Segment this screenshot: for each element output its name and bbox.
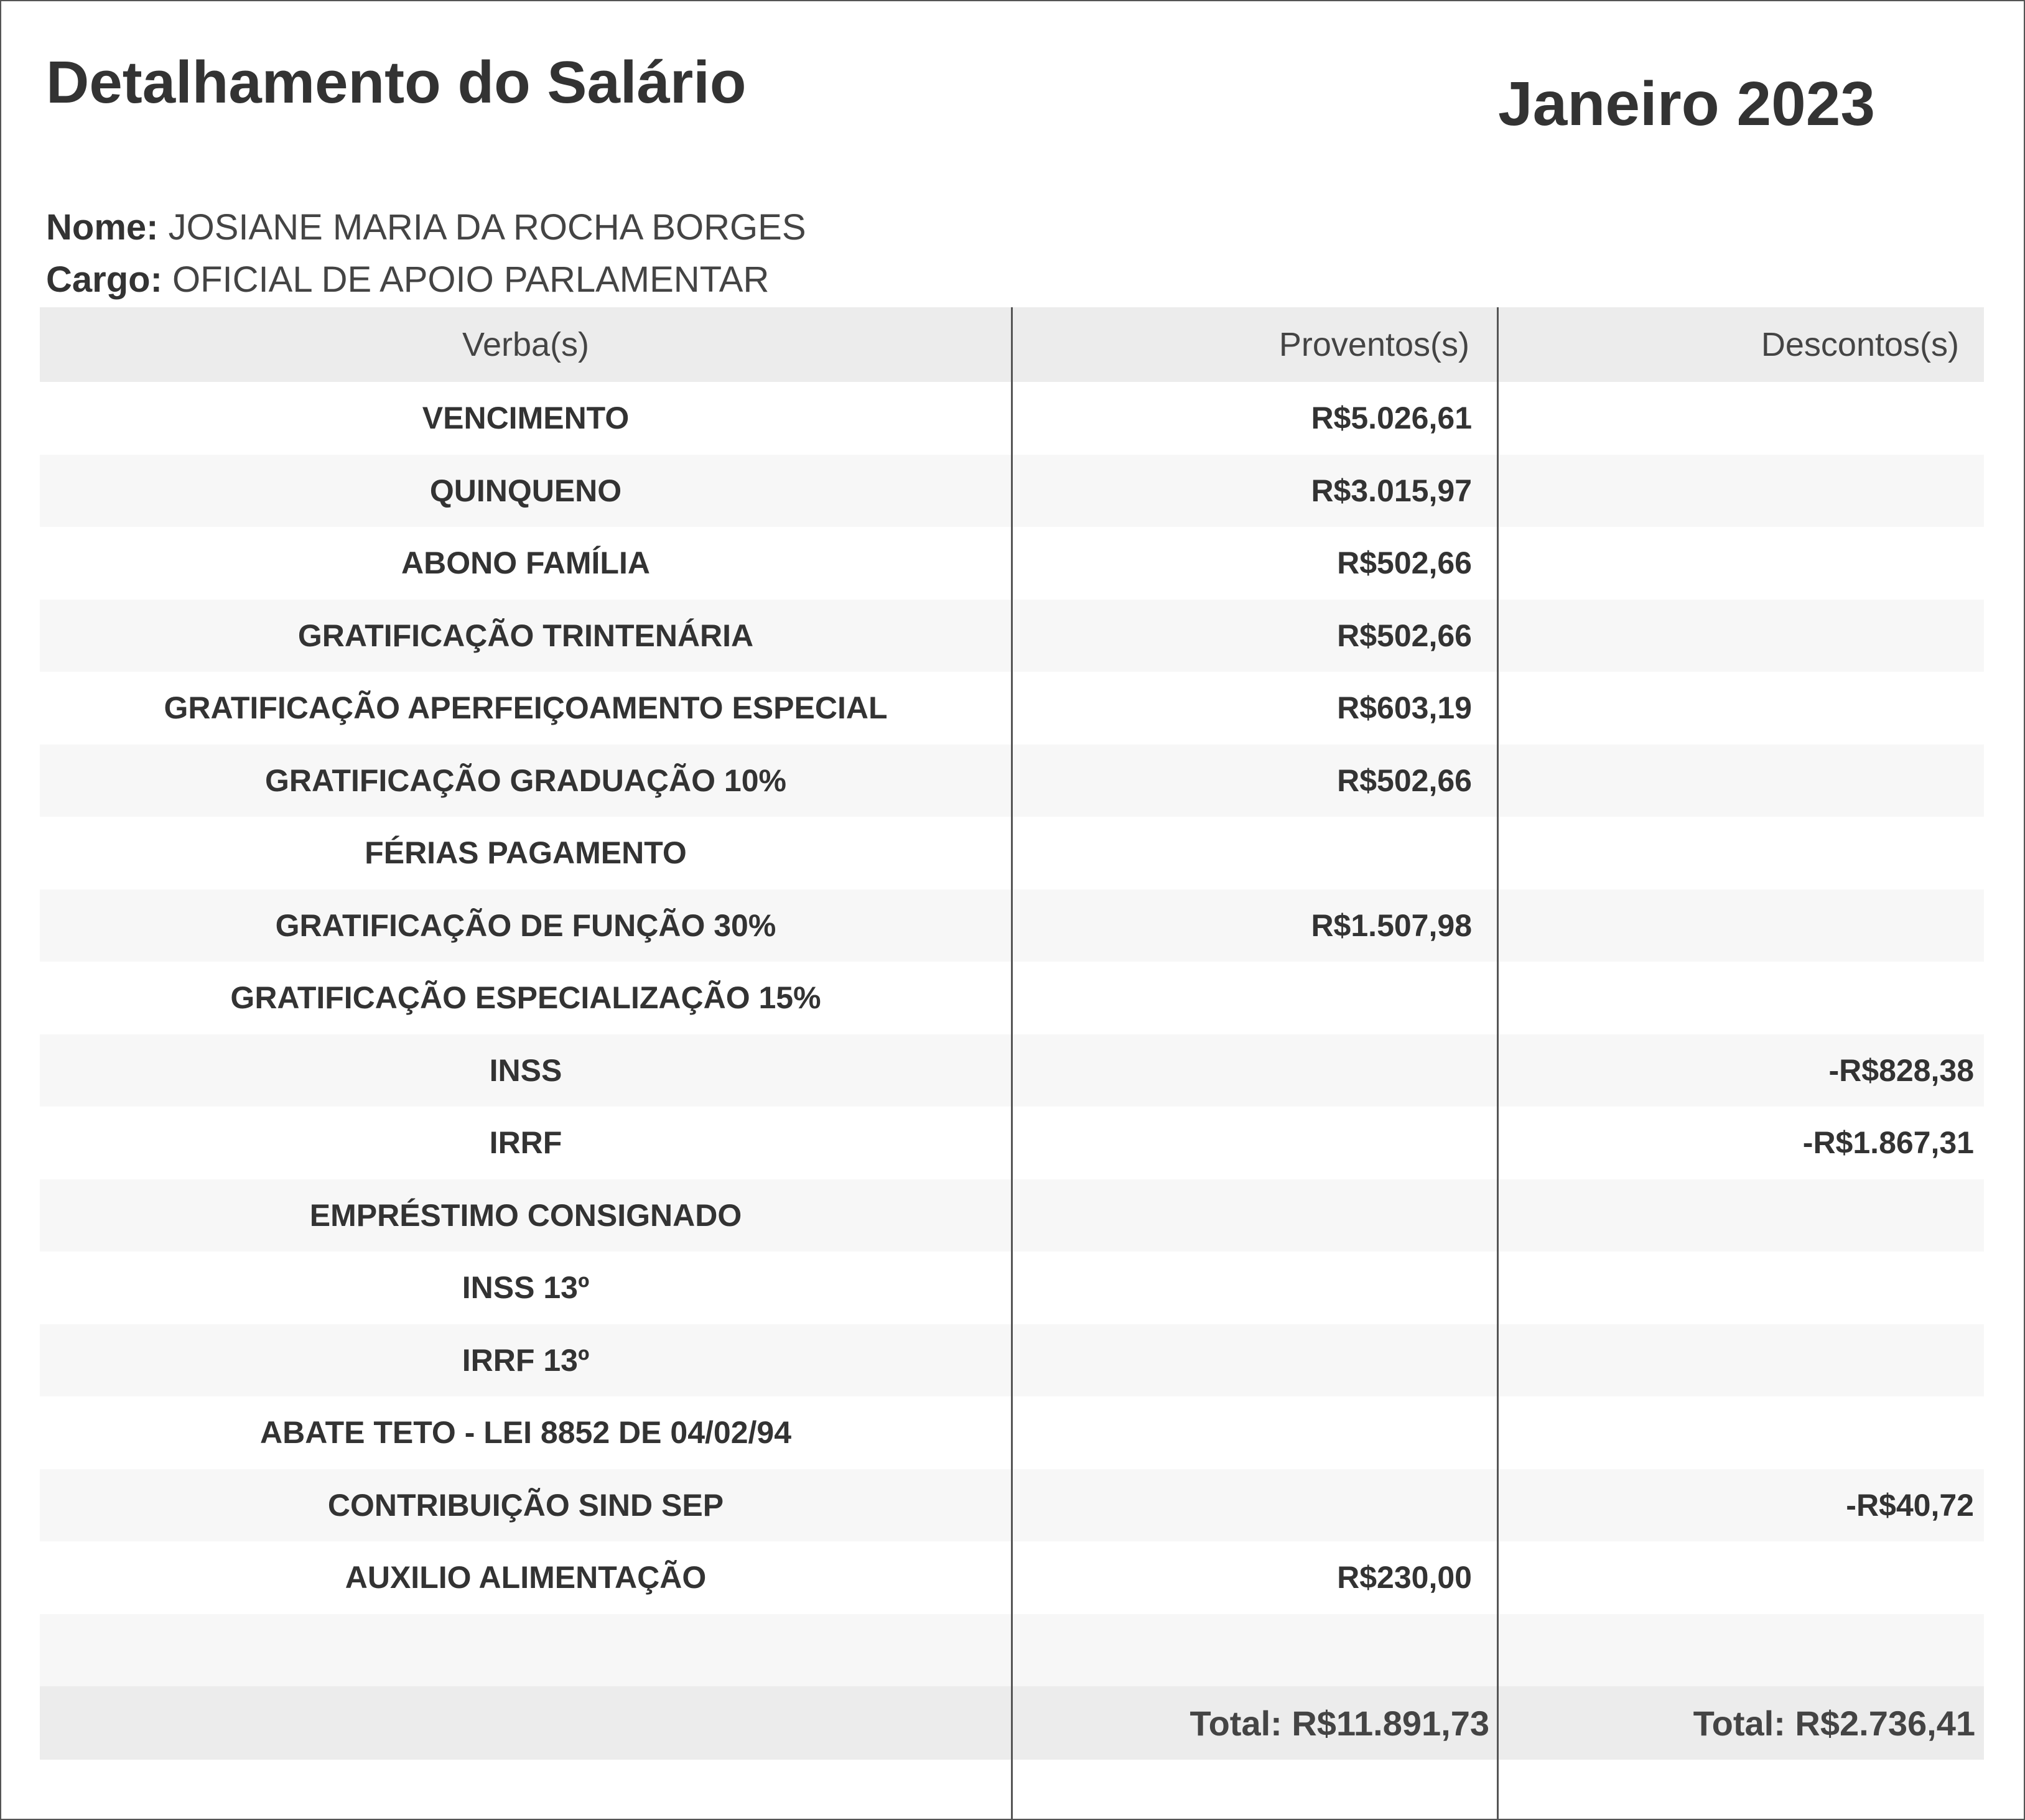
verba-cell: CONTRIBUIÇÃO SIND SEP: [327, 1487, 724, 1523]
page-title: Detalhamento do Salário: [46, 49, 747, 116]
provento-cell: [1012, 1107, 1497, 1179]
desconto-cell: -R$1.867,31: [1802, 1125, 1974, 1161]
provento-cell: [1012, 1179, 1497, 1252]
name-label: Nome:: [46, 207, 159, 248]
verba-cell: IRRF 13º: [462, 1342, 590, 1378]
totals-label-cell: [40, 1686, 1012, 1760]
desconto-cell: [1497, 455, 1984, 527]
desconto-cell: [1497, 1179, 1984, 1252]
provento-cell: [1012, 1034, 1497, 1107]
provento-cell: [1012, 962, 1497, 1034]
provento-cell: R$3.015,97: [1311, 473, 1472, 508]
verba-cell: GRATIFICAÇÃO ESPECIALIZAÇÃO 15%: [230, 980, 821, 1016]
verba-cell: INSS 13º: [462, 1270, 590, 1306]
desconto-cell: [1497, 1396, 1984, 1469]
period-label: Janeiro 2023: [1498, 69, 1875, 139]
provento-cell: [1012, 1396, 1497, 1469]
verba-cell: IRRF: [489, 1125, 562, 1161]
desconto-cell: [1497, 817, 1984, 889]
desconto-cell: [1497, 962, 1984, 1034]
desconto-cell: [1497, 600, 1984, 672]
provento-cell: [1012, 817, 1497, 889]
desconto-cell: -R$828,38: [1828, 1052, 1974, 1088]
name-value: JOSIANE MARIA DA ROCHA BORGES: [168, 207, 806, 248]
desconto-cell: [1497, 1541, 1984, 1614]
role-value: OFICIAL DE APOIO PARLAMENTAR: [172, 259, 770, 300]
verba-cell: [40, 1614, 1012, 1687]
provento-cell: R$5.026,61: [1311, 401, 1472, 436]
provento-cell: R$230,00: [1337, 1560, 1472, 1595]
verba-cell: GRATIFICAÇÃO TRINTENÁRIA: [297, 618, 754, 653]
provento-cell: [1012, 1324, 1497, 1397]
provento-cell: R$502,66: [1337, 618, 1472, 653]
desconto-cell: [1497, 1614, 1984, 1687]
column-header-verba: Verba(s): [462, 326, 590, 363]
column-divider-2: [1497, 307, 1499, 1819]
desconto-cell: [1497, 382, 1984, 455]
column-header-descontos: Descontos(s): [1761, 326, 1959, 363]
verba-cell: EMPRÉSTIMO CONSIGNADO: [309, 1197, 742, 1233]
provento-cell: R$603,19: [1337, 690, 1472, 726]
provento-cell: [1012, 1469, 1497, 1542]
verba-cell: ABATE TETO - LEI 8852 DE 04/02/94: [259, 1415, 792, 1451]
desconto-cell: [1497, 889, 1984, 962]
provento-cell: [1012, 1251, 1497, 1324]
verba-cell: INSS: [489, 1052, 562, 1088]
desconto-cell: -R$40,72: [1846, 1487, 1974, 1523]
desconto-cell: [1497, 1324, 1984, 1397]
provento-cell: [1012, 1614, 1497, 1687]
verba-cell: GRATIFICAÇÃO DE FUNÇÃO 30%: [275, 908, 776, 943]
provento-cell: R$502,66: [1337, 763, 1472, 798]
total-descontos: Total: R$2.736,41: [1693, 1703, 1975, 1743]
desconto-cell: [1497, 745, 1984, 817]
verba-cell: VENCIMENTO: [422, 401, 630, 436]
verba-cell: GRATIFICAÇÃO APERFEIÇOAMENTO ESPECIAL: [164, 690, 888, 726]
desconto-cell: [1497, 672, 1984, 745]
verba-cell: QUINQUENO: [429, 473, 622, 508]
role-label: Cargo:: [46, 259, 162, 300]
verba-cell: AUXILIO ALIMENTAÇÃO: [345, 1560, 707, 1595]
employee-name: [46, 207, 806, 248]
verba-cell: GRATIFICAÇÃO GRADUAÇÃO 10%: [265, 763, 786, 798]
employee-role: [46, 259, 769, 300]
provento-cell: R$502,66: [1337, 546, 1472, 581]
verba-cell: ABONO FAMÍLIA: [401, 546, 650, 581]
desconto-cell: [1497, 1251, 1984, 1324]
desconto-cell: [1497, 527, 1984, 600]
column-header-proventos: Proventos(s): [1278, 326, 1469, 363]
provento-cell: R$1.507,98: [1311, 908, 1472, 943]
verba-cell: FÉRIAS PAGAMENTO: [365, 835, 687, 871]
column-divider-1: [1011, 307, 1013, 1819]
total-proventos: Total: R$11.891,73: [1189, 1703, 1489, 1743]
